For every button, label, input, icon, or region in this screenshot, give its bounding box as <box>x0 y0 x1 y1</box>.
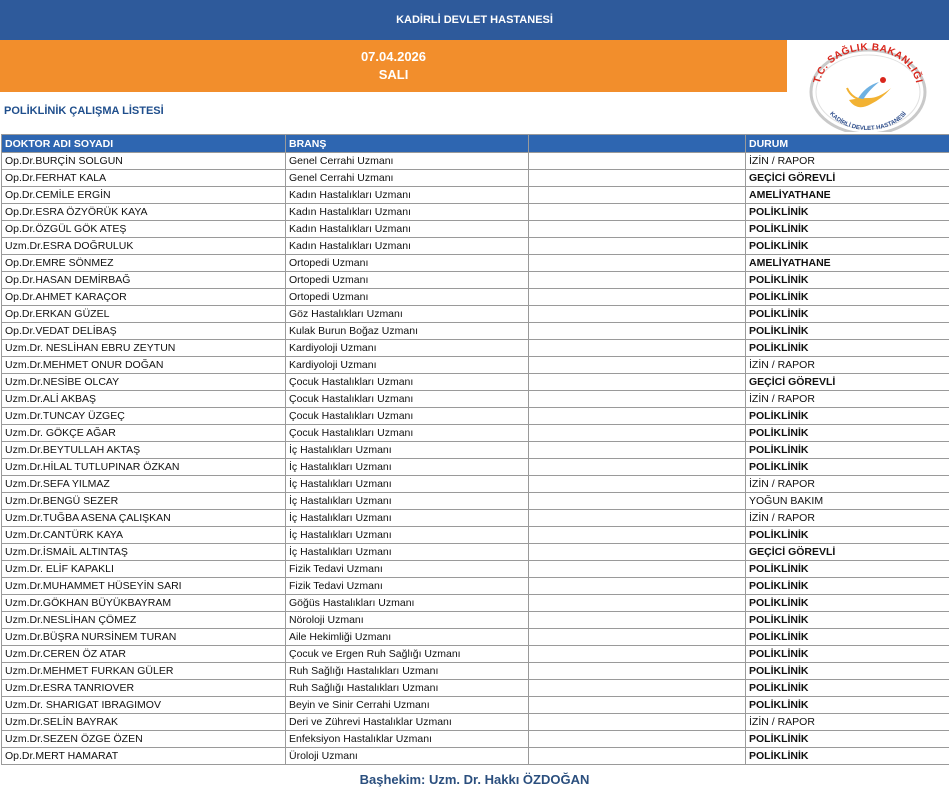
table-row <box>2 238 949 255</box>
doctor-name-cell: Uzm.Dr.MEHMET ONUR DOĞAN <box>2 357 286 374</box>
branch-cell: Ortopedi Uzmanı <box>286 255 529 272</box>
table-row <box>2 663 949 680</box>
empty-cell <box>529 578 746 595</box>
empty-cell <box>529 187 746 204</box>
status-cell: POLİKLİNİK <box>746 748 949 765</box>
table-row <box>2 493 949 510</box>
branch-cell: Kardiyoloji Uzmanı <box>286 340 529 357</box>
table-row <box>2 221 949 238</box>
branch-cell: İç Hastalıkları Uzmanı <box>286 459 529 476</box>
status-cell: İZİN / RAPOR <box>746 357 949 374</box>
status-cell: İZİN / RAPOR <box>746 153 949 170</box>
table-row <box>2 561 949 578</box>
doctor-name-cell: Op.Dr.BURÇİN SOLGUN <box>2 153 286 170</box>
status-cell: POLİKLİNİK <box>746 578 949 595</box>
doctor-name-cell: Uzm.Dr.CEREN ÖZ ATAR <box>2 646 286 663</box>
table-row <box>2 391 949 408</box>
status-cell: GEÇİCİ GÖREVLİ <box>746 170 949 187</box>
status-cell: POLİKLİNİK <box>746 221 949 238</box>
ministry-logo <box>787 40 949 132</box>
status-cell: AMELİYATHANE <box>746 255 949 272</box>
empty-cell <box>529 493 746 510</box>
table-row <box>2 187 949 204</box>
branch-cell: Ruh Sağlığı Hastalıkları Uzmanı <box>286 680 529 697</box>
branch-cell: Kardiyoloji Uzmanı <box>286 357 529 374</box>
ministry-logo-icon <box>787 40 949 132</box>
table-row <box>2 204 949 221</box>
status-cell: POLİKLİNİK <box>746 204 949 221</box>
branch-cell: Nöroloji Uzmanı <box>286 612 529 629</box>
empty-cell <box>529 459 746 476</box>
svg-text:KADİRLİ DEVLET HASTANESİ: KADİRLİ DEVLET HASTANESİ <box>828 111 908 132</box>
branch-cell: Göğüs Hastalıkları Uzmanı <box>286 595 529 612</box>
empty-cell <box>529 714 746 731</box>
doctor-name-cell: Uzm.Dr.MEHMET FURKAN GÜLER <box>2 663 286 680</box>
status-cell: POLİKLİNİK <box>746 459 949 476</box>
empty-cell <box>529 204 746 221</box>
doctor-name-cell: Op.Dr.ERKAN GÜZEL <box>2 306 286 323</box>
table-row <box>2 578 949 595</box>
status-cell: POLİKLİNİK <box>746 425 949 442</box>
status-cell: İZİN / RAPOR <box>746 476 949 493</box>
table-row <box>2 595 949 612</box>
branch-cell: Ortopedi Uzmanı <box>286 272 529 289</box>
hospital-title: KADİRLİ DEVLET HASTANESİ <box>0 0 949 40</box>
branch-cell: İç Hastalıkları Uzmanı <box>286 442 529 459</box>
branch-cell: Beyin ve Sinir Cerrahi Uzmanı <box>286 697 529 714</box>
doctor-name-cell: Uzm.Dr.İSMAİL ALTINTAŞ <box>2 544 286 561</box>
branch-cell: Üroloji Uzmanı <box>286 748 529 765</box>
doctor-name-cell: Uzm.Dr.BENGÜ SEZER <box>2 493 286 510</box>
doctor-name-cell: Uzm.Dr.TUĞBA ASENA ÇALIŞKAN <box>2 510 286 527</box>
doctor-name-cell: Op.Dr.CEMİLE ERGİN <box>2 187 286 204</box>
status-cell: POLİKLİNİK <box>746 612 949 629</box>
table-row <box>2 374 949 391</box>
empty-cell <box>529 374 746 391</box>
table-row <box>2 442 949 459</box>
empty-cell <box>529 323 746 340</box>
doctor-name-cell: Uzm.Dr. GÖKÇE AĞAR <box>2 425 286 442</box>
status-cell: GEÇİCİ GÖREVLİ <box>746 544 949 561</box>
status-cell: İZİN / RAPOR <box>746 391 949 408</box>
table-row <box>2 748 949 765</box>
table-row <box>2 459 949 476</box>
table-row <box>2 646 949 663</box>
table-row <box>2 731 949 748</box>
status-cell: İZİN / RAPOR <box>746 510 949 527</box>
doctor-name-cell: Uzm.Dr.CANTÜRK KAYA <box>2 527 286 544</box>
status-cell: POLİKLİNİK <box>746 561 949 578</box>
empty-cell <box>529 408 746 425</box>
empty-cell <box>529 357 746 374</box>
empty-cell <box>529 238 746 255</box>
doctor-name-cell: Uzm.Dr.MUHAMMET HÜSEYİN SARI <box>2 578 286 595</box>
branch-cell: Ortopedi Uzmanı <box>286 289 529 306</box>
branch-cell: Kadın Hastalıkları Uzmanı <box>286 221 529 238</box>
empty-cell <box>529 510 746 527</box>
table-row <box>2 357 949 374</box>
doctor-name-cell: Uzm.Dr.ESRA TANRIOVER <box>2 680 286 697</box>
status-cell: POLİKLİNİK <box>746 408 949 425</box>
status-cell: POLİKLİNİK <box>746 340 949 357</box>
column-header-empty <box>529 135 746 153</box>
doctor-name-cell: Op.Dr.HASAN DEMİRBAĞ <box>2 272 286 289</box>
list-subtitle: POLİKLİNİK ÇALIŞMA LİSTESİ <box>4 105 164 117</box>
status-cell: POLİKLİNİK <box>746 731 949 748</box>
status-cell: POLİKLİNİK <box>746 442 949 459</box>
branch-cell: Çocuk ve Ergen Ruh Sağlığı Uzmanı <box>286 646 529 663</box>
branch-cell: Genel Cerrahi Uzmanı <box>286 153 529 170</box>
table-row <box>2 408 949 425</box>
status-cell: POLİKLİNİK <box>746 629 949 646</box>
table-row <box>2 306 949 323</box>
table-row <box>2 510 949 527</box>
empty-cell <box>529 221 746 238</box>
doctor-name-cell: Uzm.Dr.BEYTULLAH AKTAŞ <box>2 442 286 459</box>
empty-cell <box>529 289 746 306</box>
empty-cell <box>529 527 746 544</box>
doctor-name-cell: Op.Dr.FERHAT KALA <box>2 170 286 187</box>
empty-cell <box>529 629 746 646</box>
doctor-name-cell: Uzm.Dr.NESİBE OLCAY <box>2 374 286 391</box>
branch-cell: İç Hastalıkları Uzmanı <box>286 476 529 493</box>
doctor-name-cell: Op.Dr.EMRE SÖNMEZ <box>2 255 286 272</box>
status-cell: POLİKLİNİK <box>746 663 949 680</box>
status-cell: POLİKLİNİK <box>746 289 949 306</box>
weekday-text: SALI <box>378 67 409 82</box>
table-row <box>2 544 949 561</box>
table-row <box>2 323 949 340</box>
empty-cell <box>529 272 746 289</box>
doctor-name-cell: Uzm.Dr.ALİ AKBAŞ <box>2 391 286 408</box>
doctor-name-cell: Uzm.Dr.BÜŞRA NURSİNEM TURAN <box>2 629 286 646</box>
table-row <box>2 612 949 629</box>
doctor-name-cell: Op.Dr.ESRA ÖZYÖRÜK KAYA <box>2 204 286 221</box>
branch-cell: İç Hastalıkları Uzmanı <box>286 493 529 510</box>
branch-cell: Kadın Hastalıkları Uzmanı <box>286 238 529 255</box>
column-header-doctor: DOKTOR ADI SOYADI <box>2 135 286 153</box>
empty-cell <box>529 425 746 442</box>
table-row <box>2 714 949 731</box>
doctor-name-cell: Uzm.Dr.ESRA DOĞRULUK <box>2 238 286 255</box>
status-cell: POLİKLİNİK <box>746 595 949 612</box>
status-cell: POLİKLİNİK <box>746 306 949 323</box>
doctor-name-cell: Op.Dr.AHMET KARAÇOR <box>2 289 286 306</box>
status-cell: POLİKLİNİK <box>746 680 949 697</box>
empty-cell <box>529 748 746 765</box>
branch-cell: İç Hastalıkları Uzmanı <box>286 510 529 527</box>
empty-cell <box>529 646 746 663</box>
svg-text:T.C. SAĞLIK BAKANLIĞI: T.C. SAĞLIK BAKANLIĞI <box>811 41 925 85</box>
branch-cell: İç Hastalıkları Uzmanı <box>286 527 529 544</box>
doctor-name-cell: Uzm.Dr.SELİN BAYRAK <box>2 714 286 731</box>
chief-physician: Başhekim: Uzm. Dr. Hakkı ÖZDOĞAN <box>359 772 590 787</box>
empty-cell <box>529 442 746 459</box>
table-row <box>2 425 949 442</box>
empty-cell <box>529 731 746 748</box>
date-text: 07.04.2026 <box>360 49 427 64</box>
branch-cell: Deri ve Zührevi Hastalıklar Uzmanı <box>286 714 529 731</box>
doctor-name-cell: Uzm.Dr. SHARIGAT IBRAGIMOV <box>2 697 286 714</box>
doctor-name-cell: Uzm.Dr.TUNCAY ÜZGEÇ <box>2 408 286 425</box>
empty-cell <box>529 595 746 612</box>
empty-cell <box>529 306 746 323</box>
empty-cell <box>529 612 746 629</box>
branch-cell: Fizik Tedavi Uzmanı <box>286 578 529 595</box>
empty-cell <box>529 697 746 714</box>
date-banner <box>0 40 787 92</box>
branch-cell: Aile Hekimliği Uzmanı <box>286 629 529 646</box>
table-header-row <box>2 135 949 153</box>
branch-cell: Enfeksiyon Hastalıklar Uzmanı <box>286 731 529 748</box>
branch-cell: Göz Hastalıkları Uzmanı <box>286 306 529 323</box>
status-cell: YOĞUN BAKIM <box>746 493 949 510</box>
table-row <box>2 697 949 714</box>
empty-cell <box>529 476 746 493</box>
branch-cell: Fizik Tedavi Uzmanı <box>286 561 529 578</box>
branch-cell: Çocuk Hastalıkları Uzmanı <box>286 425 529 442</box>
branch-cell: Kadın Hastalıkları Uzmanı <box>286 187 529 204</box>
empty-cell <box>529 153 746 170</box>
branch-cell: Çocuk Hastalıkları Uzmanı <box>286 374 529 391</box>
doctor-name-cell: Uzm.Dr.SEZEN ÖZGE ÖZEN <box>2 731 286 748</box>
status-cell: POLİKLİNİK <box>746 323 949 340</box>
doctor-name-cell: Op.Dr.VEDAT DELİBAŞ <box>2 323 286 340</box>
table-row <box>2 272 949 289</box>
empty-cell <box>529 170 746 187</box>
branch-cell: Ruh Sağlığı Hastalıkları Uzmanı <box>286 663 529 680</box>
doctor-name-cell: Uzm.Dr.GÖKHAN BÜYÜKBAYRAM <box>2 595 286 612</box>
branch-cell: Genel Cerrahi Uzmanı <box>286 170 529 187</box>
doctor-name-cell: Op.Dr.ÖZGÜL GÖK ATEŞ <box>2 221 286 238</box>
status-cell: AMELİYATHANE <box>746 187 949 204</box>
doctor-name-cell: Uzm.Dr. ELİF KAPAKLI <box>2 561 286 578</box>
branch-cell: Kadın Hastalıkları Uzmanı <box>286 204 529 221</box>
empty-cell <box>529 340 746 357</box>
table-row <box>2 340 949 357</box>
branch-cell: Çocuk Hastalıkları Uzmanı <box>286 391 529 408</box>
empty-cell <box>529 680 746 697</box>
branch-cell: Kulak Burun Boğaz Uzmanı <box>286 323 529 340</box>
status-cell: POLİKLİNİK <box>746 238 949 255</box>
empty-cell <box>529 561 746 578</box>
status-cell: POLİKLİNİK <box>746 527 949 544</box>
doctor-name-cell: Uzm.Dr. NESLİHAN EBRU ZEYTUN <box>2 340 286 357</box>
status-cell: İZİN / RAPOR <box>746 714 949 731</box>
doctor-name-cell: Uzm.Dr.NESLİHAN ÇÖMEZ <box>2 612 286 629</box>
empty-cell <box>529 391 746 408</box>
column-header-branch: BRANŞ <box>286 135 529 153</box>
empty-cell <box>529 544 746 561</box>
table-row <box>2 255 949 272</box>
status-cell: POLİKLİNİK <box>746 646 949 663</box>
table-row <box>2 476 949 493</box>
doctor-name-cell: Op.Dr.MERT HAMARAT <box>2 748 286 765</box>
status-cell: POLİKLİNİK <box>746 697 949 714</box>
status-cell: POLİKLİNİK <box>746 272 949 289</box>
status-cell: GEÇİCİ GÖREVLİ <box>746 374 949 391</box>
table-row <box>2 527 949 544</box>
empty-cell <box>529 255 746 272</box>
doctor-name-cell: Uzm.Dr.HİLAL TUTLUPINAR ÖZKAN <box>2 459 286 476</box>
table-row <box>2 153 949 170</box>
column-header-status: DURUM <box>746 135 949 153</box>
branch-cell: Çocuk Hastalıkları Uzmanı <box>286 408 529 425</box>
table-row <box>2 289 949 306</box>
table-row <box>2 629 949 646</box>
branch-cell: İç Hastalıkları Uzmanı <box>286 544 529 561</box>
doctor-schedule-table <box>1 134 949 765</box>
table-row <box>2 170 949 187</box>
doctor-name-cell: Uzm.Dr.SEFA YILMAZ <box>2 476 286 493</box>
table-row <box>2 680 949 697</box>
empty-cell <box>529 663 746 680</box>
